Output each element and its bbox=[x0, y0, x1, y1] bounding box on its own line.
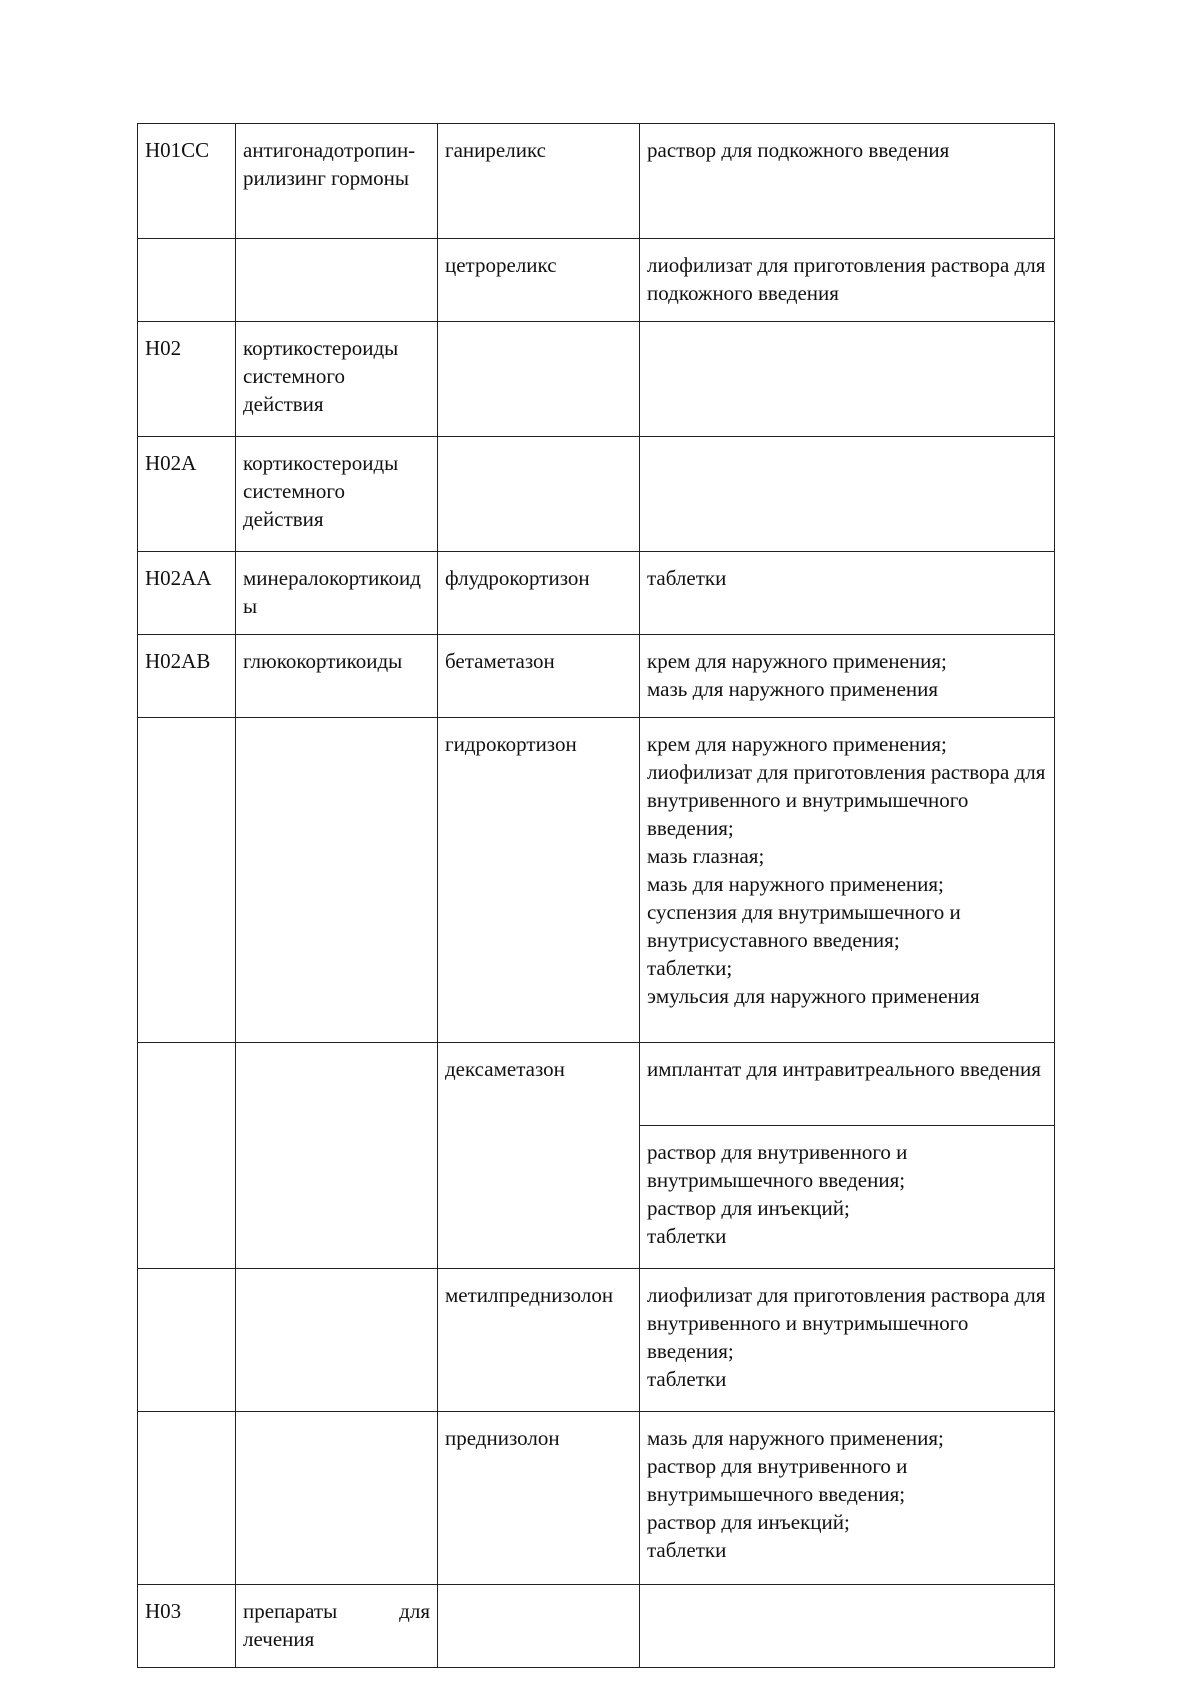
atc-code-cell bbox=[138, 1412, 236, 1585]
atc-code-cell: H02AA bbox=[138, 552, 236, 635]
drug-name-cell bbox=[438, 437, 640, 552]
pharm-group-cell: препараты для лечения bbox=[236, 1585, 438, 1668]
pharm-group-cell: минералокортикоиды bbox=[236, 552, 438, 635]
atc-code-cell: H02 bbox=[138, 322, 236, 437]
table-row bbox=[138, 1585, 1055, 1668]
table-row bbox=[138, 322, 1055, 437]
table-row bbox=[138, 552, 1055, 635]
drug-table bbox=[137, 123, 1055, 1668]
dosage-form-cell: лиофилизат для приготовления раствора для подкожного введения bbox=[640, 239, 1055, 322]
dosage-form-cell: крем для наружного применения; лиофилизат для приготовления раствора для внутривенного и внутримышечного введения; мазь глазная; мазь для наружного применения; суспензия для внутримышечного и внутрисуставного введения; таблетки; эмульсия для наружного применения bbox=[640, 718, 1055, 1043]
dosage-form-cell: раствор для подкожного введения bbox=[640, 124, 1055, 239]
dosage-form-cell bbox=[640, 437, 1055, 552]
drug-name-cell: флудрокортизон bbox=[438, 552, 640, 635]
dosage-form-cell: таблетки bbox=[640, 552, 1055, 635]
dosage-form-cell bbox=[640, 1585, 1055, 1668]
drug-name-cell bbox=[438, 322, 640, 437]
drug-name-cell: преднизолон bbox=[438, 1412, 640, 1585]
table-row bbox=[138, 635, 1055, 718]
dosage-form-cell: мазь для наружного применения; раствор для внутривенного и внутримышечного введения; раствор для инъекций; таблетки bbox=[640, 1412, 1055, 1585]
table-row bbox=[138, 124, 1055, 239]
drug-name-cell: цетрореликс bbox=[438, 239, 640, 322]
atc-code-cell: H01CC bbox=[138, 124, 236, 239]
dosage-form-cell: имплантат для интравитреального введения bbox=[640, 1043, 1055, 1126]
pharm-group-cell bbox=[236, 1269, 438, 1412]
table-row bbox=[138, 1412, 1055, 1585]
table-row bbox=[138, 718, 1055, 1043]
table-row bbox=[138, 239, 1055, 322]
pharm-group-cell: кортикостероиды системного действия bbox=[236, 322, 438, 437]
drug-name-cell: ганиреликс bbox=[438, 124, 640, 239]
drug-name-cell: метилпреднизолон bbox=[438, 1269, 640, 1412]
table-row bbox=[138, 1269, 1055, 1412]
pharm-group-cell bbox=[236, 1043, 438, 1269]
atc-code-cell: H02A bbox=[138, 437, 236, 552]
dosage-form-cell bbox=[640, 322, 1055, 437]
drug-name-cell: гидрокортизон bbox=[438, 718, 640, 1043]
pharm-group-cell bbox=[236, 1412, 438, 1585]
pharm-group-cell: антигонадотропин-рилизинг гормоны bbox=[236, 124, 438, 239]
drug-name-cell bbox=[438, 1585, 640, 1668]
dosage-form-cell: крем для наружного применения; мазь для наружного применения bbox=[640, 635, 1055, 718]
dosage-form-cell: раствор для внутривенного и внутримышечного введения; раствор для инъекций; таблетки bbox=[640, 1126, 1055, 1269]
atc-code-cell bbox=[138, 1043, 236, 1269]
atc-code-cell bbox=[138, 239, 236, 322]
pharm-group-cell: глюкокортикоиды bbox=[236, 635, 438, 718]
drug-name-cell: бетаметазон bbox=[438, 635, 640, 718]
atc-code-cell bbox=[138, 1269, 236, 1412]
table-row bbox=[138, 1043, 1055, 1126]
pharm-group-cell bbox=[236, 718, 438, 1043]
atc-code-cell bbox=[138, 718, 236, 1043]
atc-code-cell: H02AB bbox=[138, 635, 236, 718]
pharm-group-cell bbox=[236, 239, 438, 322]
drug-name-cell: дексаметазон bbox=[438, 1043, 640, 1269]
atc-code-cell: H03 bbox=[138, 1585, 236, 1668]
pharm-group-cell: кортикостероиды системного действия bbox=[236, 437, 438, 552]
table-row bbox=[138, 437, 1055, 552]
dosage-form-cell: лиофилизат для приготовления раствора для внутривенного и внутримышечного введения; таблетки bbox=[640, 1269, 1055, 1412]
